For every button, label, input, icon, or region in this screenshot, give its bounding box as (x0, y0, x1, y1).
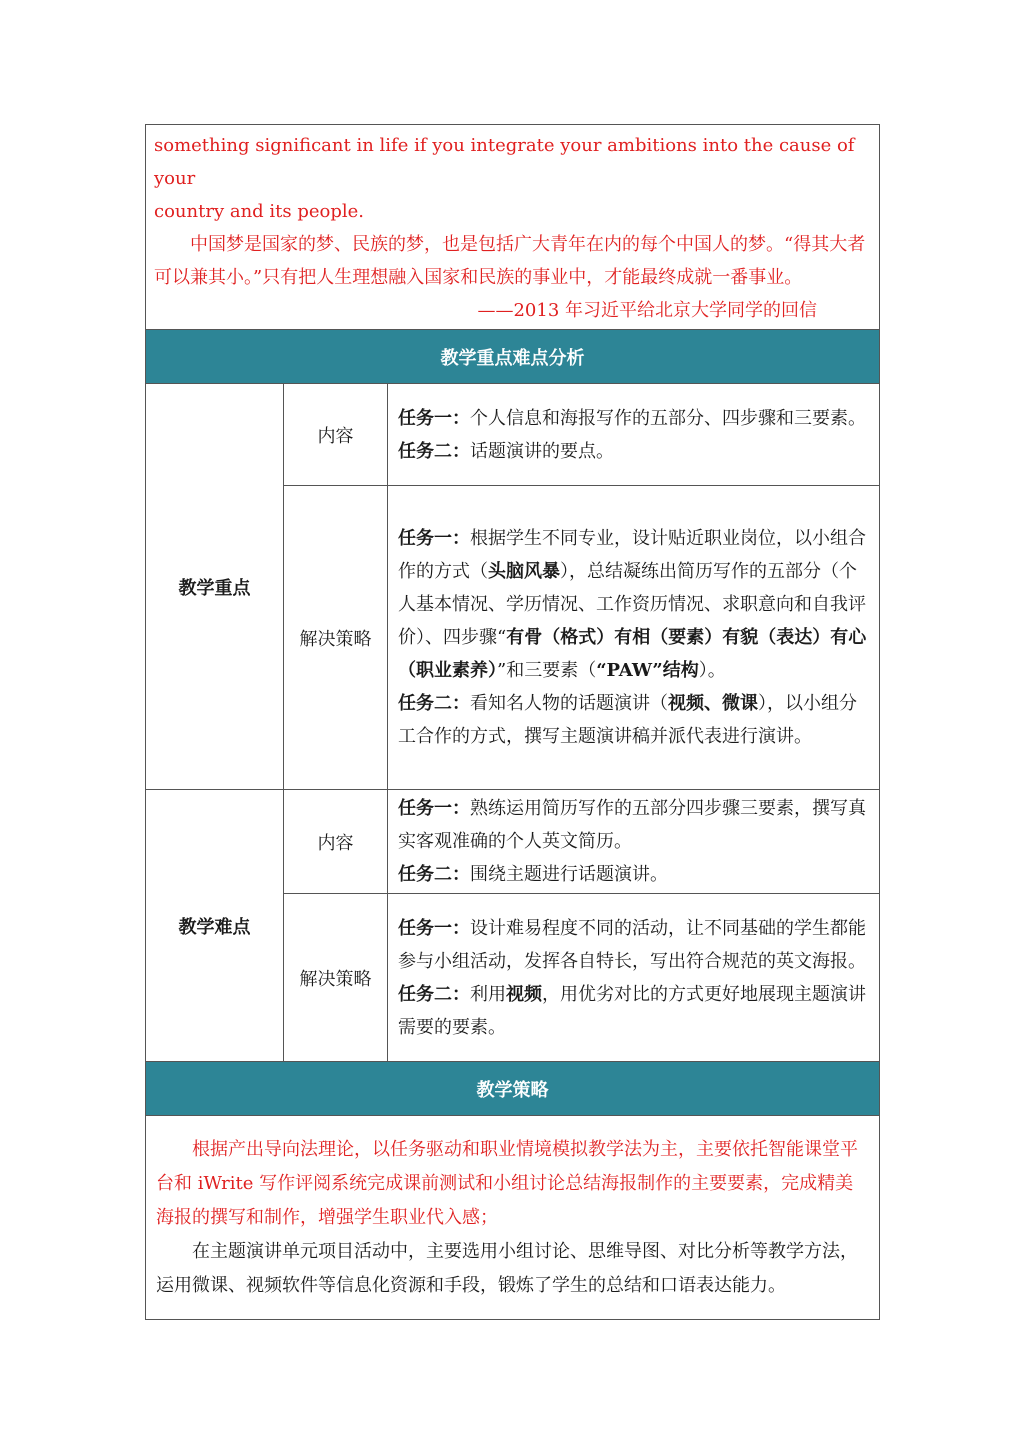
quote-chinese-part-2: “得其大者可以兼其小。”只有把人生理想融入国家和民族的事业中，才能最终成就一番事业。 (154, 234, 866, 288)
key-points-content-task-2 (398, 435, 871, 468)
quote-english-line-2: country and its people. (154, 201, 365, 222)
task-text-segment: 利用 (470, 983, 506, 1005)
quote-attribution: ——2013 年习近平给北京大学同学的回信 (477, 300, 818, 321)
key-points-strategy-cell (388, 486, 880, 790)
task-text: 围绕主题进行话题演讲。 (470, 864, 668, 885)
task-text-bold: 有骨（格式）有相（要素）有貌（表达）有心（职业素养） (398, 627, 867, 681)
task-text-segment: ），总结凝练出简历写作的五部分（个人基本情况、学历情况、工作资历情况、求职意向和自我评价）、四步骤“ (398, 561, 866, 648)
analysis-header-row (146, 330, 880, 384)
task-label: 任务二： (398, 440, 470, 462)
task-text-segment: ），以小组分工合作的方式，撰写主题演讲稿并派代表进行演讲。 (398, 693, 857, 747)
task-text-bold: “PAW”结构 (596, 660, 699, 681)
difficult-points-content-label: 内容 (284, 790, 388, 894)
task-label: 任务一： (398, 798, 470, 819)
task-text-segment: 根据学生不同专业，设计贴近职业岗位，以小组合作的方式（ (398, 528, 866, 582)
strategy-header: 教学策略 (146, 1062, 880, 1116)
key-points-content-row (146, 384, 880, 486)
difficult-points-content-task-2 (398, 858, 871, 891)
quote-english-line-1: something significant in life if you integrate your ambitions into the cause of your (154, 135, 855, 189)
difficult-points-strategy-label: 解决策略 (284, 894, 388, 1062)
quote-chinese-paragraph (154, 228, 871, 294)
difficult-points-content-cell (388, 790, 880, 894)
task-text-bold: 头脑风暴 (488, 561, 560, 582)
task-text-segment: 看知名人物的话题演讲（ (470, 693, 668, 714)
task-label: 任务二： (398, 693, 470, 714)
key-points-content-label: 内容 (284, 384, 388, 486)
difficult-points-strategy-task-1 (398, 912, 871, 978)
key-points-strategy-task-1 (398, 522, 871, 687)
task-label: 任务二： (398, 983, 470, 1005)
quote-row (146, 125, 880, 330)
key-points-content-cell (388, 384, 880, 486)
task-text-segment: ，用优劣对比的方式更好地展现主题演讲需要的要素。 (398, 983, 866, 1038)
lesson-plan-table (145, 124, 880, 1320)
task-label: 任务一： (398, 407, 470, 429)
task-text-segment: ”和三要素（ (497, 660, 597, 681)
task-text: 话题演讲的要点。 (470, 440, 614, 462)
task-text: 个人信息和海报写作的五部分、四步骤和三要素。 (470, 407, 866, 429)
difficult-points-category: 教学难点 (146, 790, 284, 1062)
key-points-category: 教学重点 (146, 384, 284, 790)
task-label: 任务一： (398, 917, 470, 939)
quote-cell (146, 125, 880, 330)
difficult-points-content-row (146, 790, 880, 894)
task-label: 任务二： (398, 864, 470, 885)
analysis-header: 教学重点难点分析 (146, 330, 880, 384)
strategy-text-row (146, 1116, 880, 1320)
task-text-bold: 视频、微课 (668, 693, 758, 714)
key-points-content-task-1 (398, 402, 871, 435)
difficult-points-strategy-cell (388, 894, 880, 1062)
difficult-points-strategy-task-2 (398, 978, 871, 1044)
key-points-strategy-label: 解决策略 (284, 486, 388, 790)
task-label: 任务一： (398, 528, 470, 549)
strategy-paragraph-1: 根据产出导向法理论，以任务驱动和职业情境模拟教学法为主，主要依托智能课堂平台和 iWrite 写作评阅系统完成课前测试和小组讨论总结海报制作的主要要素，完成精美海报的撰写和制作，增强学生职业代入感； (156, 1138, 858, 1228)
task-text: 熟练运用简历写作的五部分四步骤三要素，撰写真实客观准确的个人英文简历。 (398, 798, 866, 852)
strategy-paragraph-2: 在主题演讲单元项目活动中，主要选用小组讨论、思维导图、对比分析等教学方法，运用微课、视频软件等信息化资源和手段，锻炼了学生的总结和口语表达能力。 (156, 1240, 858, 1296)
task-text-bold: 视频 (506, 983, 542, 1005)
task-text-segment: ）。 (698, 660, 726, 681)
strategy-text-cell (146, 1116, 880, 1320)
strategy-header-row (146, 1062, 880, 1116)
task-text: 设计难易程度不同的活动，让不同基础的学生都能参与小组活动，发挥各自特长，写出符合规范的英文海报。 (398, 917, 866, 972)
difficult-points-content-task-1 (398, 792, 871, 858)
key-points-strategy-task-2 (398, 687, 871, 753)
quote-chinese-part-1: 中国梦是国家的梦、民族的梦，也是包括广大青年在内的每个中国人的梦。 (190, 234, 784, 255)
